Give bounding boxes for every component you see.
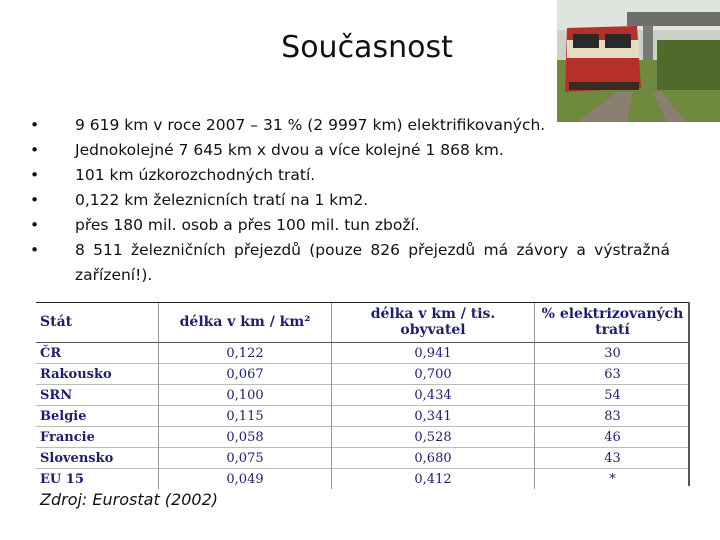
column-header-density-population: délka v km / tis. obyvatel bbox=[332, 302, 535, 343]
electrified-cell: 63 bbox=[535, 364, 691, 385]
country-cell: Rakousko bbox=[36, 364, 159, 385]
bullet-dot: • bbox=[30, 216, 40, 234]
bullet-dot: • bbox=[30, 116, 40, 134]
bullet-text: Jednokolejné 7 645 km x dvou a více kolejné 1 868 km. bbox=[75, 141, 504, 159]
density-area-cell: 0,067 bbox=[159, 364, 332, 385]
electrified-cell: 83 bbox=[535, 406, 691, 427]
density-area-cell: 0,115 bbox=[159, 406, 332, 427]
table-row bbox=[36, 385, 690, 406]
country-cell: Francie bbox=[36, 427, 159, 448]
electrified-cell: 30 bbox=[535, 343, 691, 364]
column-header-density-area: délka v km / km² bbox=[159, 302, 332, 343]
column-header-country: Stát bbox=[36, 302, 159, 343]
density-population-cell: 0,412 bbox=[332, 469, 535, 490]
bullet-dot: • bbox=[30, 141, 40, 159]
electrified-cell: * bbox=[535, 469, 691, 490]
bullet-text: 0,122 km železnicních tratí na 1 km2. bbox=[75, 191, 369, 209]
density-area-cell: 0,049 bbox=[159, 469, 332, 490]
country-cell: Slovensko bbox=[36, 448, 159, 469]
table-right-edge bbox=[688, 302, 690, 486]
country-cell: Belgie bbox=[36, 406, 159, 427]
bullet-item bbox=[30, 163, 670, 188]
density-area-cell: 0,122 bbox=[159, 343, 332, 364]
country-cell: ČR bbox=[36, 343, 159, 364]
electrified-cell: 43 bbox=[535, 448, 691, 469]
table-row bbox=[36, 364, 690, 385]
electrified-cell: 54 bbox=[535, 385, 691, 406]
table-row bbox=[36, 427, 690, 448]
table-top-rule bbox=[36, 302, 690, 303]
density-population-cell: 0,700 bbox=[332, 364, 535, 385]
source-note: Zdroj: Eurostat (2002) bbox=[40, 490, 218, 509]
table-row bbox=[36, 406, 690, 427]
density-population-cell: 0,434 bbox=[332, 385, 535, 406]
slide-title: Současnost bbox=[281, 30, 453, 65]
bullet-item bbox=[30, 113, 670, 138]
table-header-row bbox=[36, 302, 690, 343]
stats-table bbox=[36, 302, 690, 489]
density-area-cell: 0,058 bbox=[159, 427, 332, 448]
density-area-cell: 0,075 bbox=[159, 448, 332, 469]
density-population-cell: 0,941 bbox=[332, 343, 535, 364]
bullet-text: 9 619 km v roce 2007 – 31 % (2 9997 km) elektrifikovaných. bbox=[75, 116, 546, 134]
stats-table-image bbox=[36, 302, 690, 486]
column-header-electrified: % elektrizovaných tratí bbox=[535, 302, 691, 343]
bullet-text: 8 511 železničních přejezdů (pouze 826 přejezdů má závory a výstražná zařízení!). bbox=[75, 241, 670, 284]
bullet-dot: • bbox=[30, 241, 40, 259]
bullet-item bbox=[30, 188, 670, 213]
bullet-text: přes 180 mil. osob a přes 100 mil. tun zboží. bbox=[75, 216, 420, 234]
bullet-item bbox=[30, 138, 670, 163]
bullet-dot: • bbox=[30, 166, 40, 184]
bullet-item bbox=[30, 238, 670, 288]
density-population-cell: 0,341 bbox=[332, 406, 535, 427]
bullet-dot: • bbox=[30, 191, 40, 209]
country-cell: SRN bbox=[36, 385, 159, 406]
density-area-cell: 0,100 bbox=[159, 385, 332, 406]
train-photo bbox=[557, 0, 720, 122]
electrified-cell: 46 bbox=[535, 427, 691, 448]
density-population-cell: 0,680 bbox=[332, 448, 535, 469]
density-population-cell: 0,528 bbox=[332, 427, 535, 448]
bullet-text: 101 km úzkorozchodných tratí. bbox=[75, 166, 316, 184]
bullet-list bbox=[30, 113, 670, 288]
table-row bbox=[36, 343, 690, 364]
table-row bbox=[36, 448, 690, 469]
table-row bbox=[36, 469, 690, 490]
country-cell: EU 15 bbox=[36, 469, 159, 490]
bullet-item bbox=[30, 213, 670, 238]
